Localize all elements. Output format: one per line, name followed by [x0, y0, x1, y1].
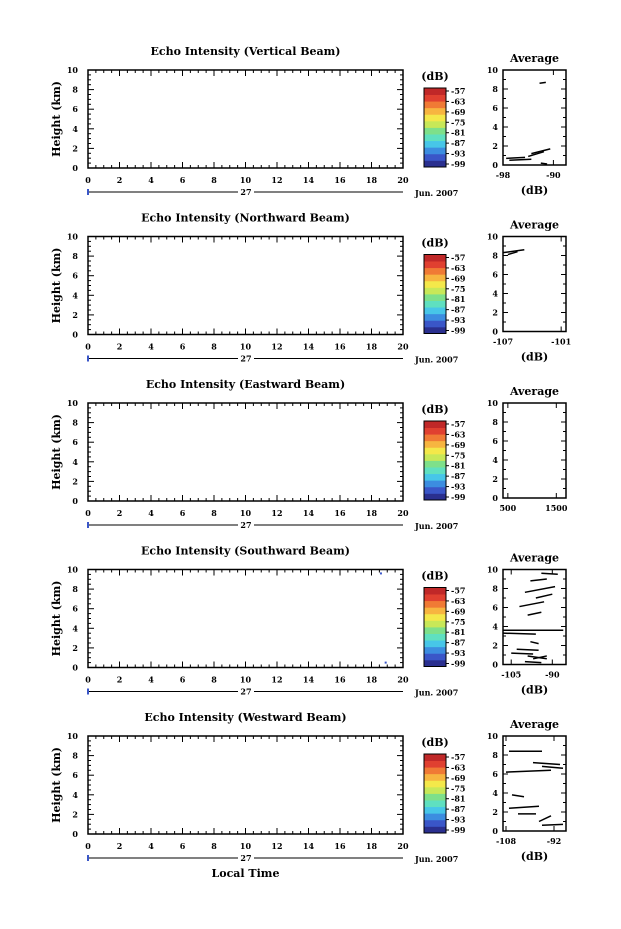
x-tick-label: 6 — [179, 841, 186, 851]
colorbar-swatch — [424, 647, 446, 654]
average-x-tick-label: -98 — [495, 170, 511, 180]
colorbar-tick-label: -57 — [451, 585, 466, 596]
colorbar-tick-label: -57 — [451, 86, 466, 96]
y-tick-label: 4 — [72, 623, 78, 634]
colorbar-tick-label: -99 — [451, 325, 466, 336]
colorbar-tick-label: -75 — [451, 283, 466, 294]
y-tick-label: 0 — [72, 163, 78, 173]
colorbar-swatch — [424, 640, 446, 647]
colorbar-swatch — [424, 108, 446, 115]
colorbar-tick-label: -63 — [451, 762, 466, 773]
colorbar-tick-label: -69 — [451, 772, 466, 783]
day-label: 27 — [240, 353, 252, 364]
x-tick-label: 16 — [334, 175, 346, 185]
x-tick-label: 12 — [271, 341, 283, 352]
average-y-tick-label: 2 — [492, 141, 498, 151]
colorbar-tick-label: -99 — [451, 825, 466, 835]
average-profile-segment — [506, 157, 525, 158]
y-tick-label: 6 — [72, 104, 78, 115]
colorbar-tick-label: -93 — [451, 481, 466, 492]
average-profile-segment — [517, 649, 539, 650]
average-y-tick-label: 10 — [486, 564, 498, 575]
date-label: Jun. 2007 — [415, 854, 459, 864]
y-tick-label: 2 — [72, 143, 78, 154]
colorbar-swatch — [424, 141, 446, 148]
x-tick-label: 2 — [116, 841, 123, 851]
average-y-tick-label: 0 — [492, 160, 498, 170]
colorbar-swatch — [424, 421, 446, 428]
average-title: Average — [509, 551, 560, 565]
colorbar-swatch — [424, 614, 446, 621]
average-title: Average — [509, 385, 560, 398]
colorbar-swatch — [424, 627, 446, 634]
average-y-tick-label: 10 — [486, 231, 498, 242]
colorbar-swatch — [424, 761, 446, 768]
x-tick-label: 0 — [85, 841, 91, 851]
y-tick-label: 2 — [72, 476, 78, 487]
colorbar-swatch — [424, 147, 446, 154]
y-tick-label: 4 — [72, 789, 78, 800]
colorbar-tick-label: -63 — [451, 96, 466, 107]
colorbar-swatch — [424, 787, 446, 794]
colorbar-unit: (dB) — [421, 736, 449, 749]
x-tick-label: 18 — [365, 508, 378, 518]
x-tick-label: 16 — [334, 341, 346, 352]
date-label: Jun. 2007 — [415, 687, 459, 698]
colorbar-tick-label: -81 — [451, 294, 466, 305]
colorbar-swatch — [424, 121, 446, 128]
x-tick-label: 4 — [148, 175, 154, 185]
average-profile-segment — [541, 163, 547, 164]
colorbar-tick-label: -87 — [451, 804, 466, 815]
colorbar-tick-label: -87 — [451, 471, 466, 482]
colorbar-swatch — [424, 588, 446, 595]
colorbar-tick-label: -93 — [451, 648, 466, 659]
average-y-tick-label: 10 — [486, 731, 498, 741]
colorbar-tick-label: -93 — [451, 315, 466, 326]
average-profile-segment — [542, 766, 563, 768]
x-tick-label: 12 — [271, 841, 283, 851]
average-profile-segment — [540, 82, 546, 83]
panel-title: Echo Intensity (Eastward Beam) — [145, 378, 346, 391]
average-y-tick-label: 0 — [492, 826, 498, 836]
x-tick-label: 2 — [116, 341, 123, 352]
y-tick-label: 0 — [72, 662, 78, 673]
x-tick-label: 14 — [302, 674, 315, 685]
date-label: Jun. 2007 — [415, 521, 459, 531]
average-profile-segment — [506, 770, 551, 772]
data-point — [380, 572, 382, 574]
average-x-label: (dB) — [520, 184, 549, 197]
colorbar-swatch — [424, 314, 446, 321]
average-y-tick-label: 10 — [486, 65, 498, 75]
y-axis-label: Height (km) — [50, 580, 63, 657]
average-y-tick-label: 0 — [492, 659, 498, 670]
colorbar-unit: (dB) — [421, 70, 449, 83]
y-tick-label: 8 — [72, 251, 78, 262]
average-profile-segment — [542, 824, 563, 825]
plot-frame — [88, 736, 403, 834]
average-profile-segment — [509, 806, 539, 808]
colorbar-swatch — [424, 301, 446, 308]
colorbar-tick-label: -57 — [451, 419, 466, 429]
y-tick-label: 6 — [72, 270, 78, 281]
average-y-tick-label: 0 — [492, 493, 498, 503]
colorbar-swatch — [424, 607, 446, 614]
colorbar-swatch — [424, 454, 446, 461]
average-title: Average — [509, 52, 560, 65]
colorbar-swatch — [424, 461, 446, 468]
average-frame — [503, 403, 566, 498]
x-tick-label: 4 — [148, 508, 154, 518]
day-label: 27 — [240, 520, 252, 530]
average-x-tick-label: -90 — [546, 170, 561, 180]
y-tick-label: 8 — [72, 584, 78, 595]
panel-title: Echo Intensity (Southward Beam) — [141, 544, 350, 558]
y-tick-label: 6 — [72, 437, 78, 448]
y-tick-label: 2 — [72, 642, 78, 653]
y-tick-label: 8 — [72, 84, 78, 95]
colorbar-tick-label: -81 — [451, 460, 466, 471]
y-tick-label: 4 — [72, 123, 78, 134]
panel-5 — [50, 711, 566, 880]
x-tick-label: 14 — [302, 508, 315, 518]
y-tick-label: 10 — [66, 731, 78, 741]
x-axis-label: Local Time — [211, 867, 280, 880]
colorbar-swatch — [424, 95, 446, 102]
x-tick-label: 10 — [239, 674, 252, 685]
colorbar-swatch — [424, 754, 446, 761]
average-x-label: (dB) — [520, 683, 549, 697]
average-y-tick-label: 4 — [492, 455, 498, 465]
colorbar-swatch — [424, 774, 446, 781]
x-tick-label: 4 — [148, 674, 154, 685]
x-tick-label: 20 — [397, 674, 409, 685]
colorbar-tick-label: -75 — [451, 450, 466, 461]
colorbar-swatch — [424, 88, 446, 95]
colorbar-swatch — [424, 320, 446, 327]
average-x-label: (dB) — [520, 850, 549, 863]
average-y-tick-label: 2 — [492, 474, 498, 484]
y-tick-label: 6 — [72, 770, 78, 781]
average-y-tick-label: 6 — [492, 602, 498, 613]
colorbar-tick-label: -63 — [451, 595, 466, 606]
colorbar-tick-label: -57 — [451, 252, 466, 263]
colorbar-swatch — [424, 287, 446, 294]
average-title: Average — [509, 718, 560, 731]
y-tick-label: 4 — [72, 456, 78, 467]
average-y-tick-label: 4 — [492, 288, 498, 299]
colorbar-tick-label: -81 — [451, 127, 466, 138]
y-tick-label: 10 — [66, 231, 78, 242]
colorbar-tick-label: -63 — [451, 429, 466, 440]
colorbar-tick-label: -69 — [451, 273, 466, 284]
average-profile-segment — [541, 573, 557, 574]
average-y-tick-label: 8 — [492, 250, 498, 261]
x-tick-label: 16 — [334, 841, 346, 851]
x-tick-label: 2 — [116, 175, 123, 185]
x-tick-label: 18 — [365, 674, 378, 685]
colorbar-tick-label: -69 — [451, 606, 466, 617]
colorbar-tick-label: -63 — [451, 262, 466, 273]
colorbar-swatch — [424, 327, 446, 334]
colorbar-tick-label: -99 — [451, 492, 466, 502]
colorbar-swatch — [424, 268, 446, 275]
colorbar-tick-label: -99 — [451, 159, 466, 169]
colorbar-swatch — [424, 807, 446, 814]
x-tick-label: 16 — [334, 508, 346, 518]
x-tick-label: 8 — [211, 175, 217, 185]
colorbar-swatch — [424, 653, 446, 660]
panel-3 — [50, 378, 568, 531]
average-y-tick-label: 8 — [492, 583, 498, 594]
x-tick-label: 0 — [85, 674, 91, 685]
average-profile-segment — [530, 579, 546, 581]
average-x-tick-label: 500 — [499, 503, 517, 513]
colorbar-swatch — [424, 281, 446, 288]
panel-1 — [50, 45, 566, 198]
average-profile-segment — [528, 612, 542, 615]
day-label: 27 — [240, 686, 252, 697]
colorbar-swatch — [424, 620, 446, 627]
y-tick-label: 4 — [72, 290, 78, 301]
colorbar-swatch — [424, 441, 446, 448]
y-tick-label: 2 — [72, 809, 78, 820]
plot-frame — [88, 237, 403, 335]
x-tick-label: 6 — [179, 341, 186, 352]
average-x-tick-label: -108 — [495, 836, 517, 846]
average-y-tick-label: 2 — [492, 640, 498, 651]
x-tick-label: 10 — [239, 841, 252, 851]
colorbar-swatch — [424, 154, 446, 161]
colorbar-swatch — [424, 474, 446, 481]
panel-title: Echo Intensity (Northward Beam) — [141, 211, 350, 225]
average-y-tick-label: 0 — [492, 326, 498, 337]
x-tick-label: 8 — [211, 841, 217, 851]
y-axis-label: Height (km) — [50, 747, 63, 823]
colorbar-swatch — [424, 634, 446, 641]
x-tick-label: 0 — [85, 175, 91, 185]
colorbar-tick-label: -69 — [451, 106, 466, 117]
average-x-tick-label: -92 — [546, 836, 562, 846]
x-tick-label: 18 — [365, 175, 378, 185]
colorbar-swatch — [424, 767, 446, 774]
average-y-tick-label: 4 — [492, 122, 498, 132]
colorbar-tick-label: -87 — [451, 138, 466, 149]
average-y-tick-label: 8 — [492, 417, 498, 427]
colorbar-swatch — [424, 794, 446, 801]
colorbar-swatch — [424, 480, 446, 487]
y-tick-label: 2 — [72, 309, 78, 320]
average-frame — [503, 70, 566, 165]
colorbar-tick-label: -99 — [451, 658, 466, 669]
x-tick-label: 2 — [116, 674, 123, 685]
y-axis-label: Height (km) — [50, 247, 63, 324]
colorbar-tick-label: -75 — [451, 117, 466, 128]
x-tick-label: 14 — [302, 841, 315, 851]
colorbar-swatch — [424, 255, 446, 262]
panel-4 — [50, 545, 566, 698]
y-tick-label: 0 — [72, 496, 78, 506]
average-y-tick-label: 6 — [492, 269, 498, 280]
average-y-tick-label: 6 — [492, 436, 498, 446]
x-tick-label: 18 — [365, 841, 378, 851]
y-tick-label: 8 — [72, 750, 78, 761]
colorbar-tick-label: -75 — [451, 783, 466, 794]
average-y-tick-label: 6 — [492, 769, 498, 779]
colorbar-swatch — [424, 780, 446, 787]
average-y-tick-label: 8 — [492, 84, 498, 94]
plot-frame — [88, 570, 403, 668]
y-axis-label: Height (km) — [50, 414, 63, 490]
x-tick-label: 8 — [211, 341, 217, 352]
y-tick-label: 10 — [66, 398, 78, 408]
colorbar-swatch — [424, 307, 446, 314]
plot-frame — [88, 70, 403, 168]
average-x-tick-label: -107 — [492, 336, 514, 347]
x-tick-label: 0 — [85, 508, 91, 518]
x-tick-label: 12 — [271, 674, 283, 685]
x-tick-label: 20 — [397, 341, 409, 352]
x-tick-label: 4 — [148, 841, 154, 851]
date-label: Jun. 2007 — [415, 188, 459, 198]
colorbar-swatch — [424, 826, 446, 833]
average-profile-segment — [539, 816, 551, 822]
x-tick-label: 0 — [85, 341, 91, 352]
day-label: 27 — [240, 853, 252, 863]
average-x-tick-label: -105 — [501, 669, 522, 680]
x-tick-label: 10 — [239, 508, 252, 518]
y-tick-label: 8 — [72, 417, 78, 428]
average-profile-segment — [536, 594, 552, 598]
average-y-tick-label: 2 — [492, 307, 498, 318]
panel-title: Echo Intensity (Westward Beam) — [144, 711, 347, 724]
x-tick-label: 6 — [179, 674, 186, 685]
average-title: Average — [509, 218, 560, 232]
colorbar-swatch — [424, 447, 446, 454]
colorbar-unit: (dB) — [421, 569, 449, 583]
average-x-label: (dB) — [520, 350, 549, 364]
x-tick-label: 16 — [334, 674, 346, 685]
colorbar-tick-label: -57 — [451, 752, 466, 762]
average-frame — [503, 736, 566, 831]
colorbar-tick-label: -87 — [451, 637, 466, 648]
x-tick-label: 8 — [211, 508, 217, 518]
average-profile-segment — [509, 159, 531, 160]
colorbar-swatch — [424, 160, 446, 167]
data-point — [385, 662, 387, 664]
average-y-tick-label: 4 — [492, 788, 498, 798]
colorbar-swatch — [424, 128, 446, 135]
average-y-tick-label: 2 — [492, 807, 498, 817]
average-y-tick-label: 6 — [492, 103, 498, 113]
average-y-tick-label: 4 — [492, 621, 498, 632]
colorbar-tick-label: -75 — [451, 616, 466, 627]
average-profile-segment — [525, 587, 555, 593]
y-tick-label: 0 — [72, 329, 78, 340]
average-profile-segment — [512, 795, 524, 797]
average-profile-segment — [503, 633, 536, 634]
panel-2 — [50, 212, 571, 365]
x-tick-label: 6 — [179, 508, 186, 518]
colorbar-swatch — [424, 274, 446, 281]
colorbar-swatch — [424, 487, 446, 494]
y-tick-label: 10 — [66, 65, 78, 75]
average-y-tick-label: 10 — [486, 398, 498, 408]
colorbar-tick-label: -93 — [451, 814, 466, 825]
colorbar-swatch — [424, 114, 446, 121]
panel-title: Echo Intensity (Vertical Beam) — [150, 45, 341, 58]
colorbar-swatch — [424, 101, 446, 108]
x-tick-label: 20 — [397, 841, 409, 851]
colorbar-tick-label: -81 — [451, 793, 466, 804]
y-tick-label: 6 — [72, 603, 78, 614]
y-axis-label: Height (km) — [50, 81, 63, 157]
date-label: Jun. 2007 — [415, 354, 459, 365]
average-profile-segment — [519, 602, 544, 607]
x-tick-label: 8 — [211, 674, 217, 685]
colorbar-swatch — [424, 261, 446, 268]
x-tick-label: 18 — [365, 341, 378, 352]
average-x-tick-label: -90 — [545, 669, 560, 680]
average-y-tick-label: 8 — [492, 750, 498, 760]
colorbar-swatch — [424, 660, 446, 667]
colorbar-tick-label: -87 — [451, 304, 466, 315]
x-tick-label: 10 — [239, 175, 252, 185]
colorbar-swatch — [424, 820, 446, 827]
x-tick-label: 20 — [397, 508, 409, 518]
average-profile-segment — [525, 662, 541, 663]
x-tick-label: 10 — [239, 341, 252, 352]
colorbar-unit: (dB) — [421, 403, 449, 416]
x-tick-label: 14 — [302, 175, 315, 185]
x-tick-label: 2 — [116, 508, 123, 518]
colorbar-swatch — [424, 134, 446, 141]
x-tick-label: 6 — [179, 175, 186, 185]
average-profile-segment — [530, 642, 538, 644]
colorbar-swatch — [424, 800, 446, 807]
colorbar-swatch — [424, 601, 446, 608]
colorbar-unit: (dB) — [421, 236, 449, 250]
average-profile-segment — [533, 763, 560, 765]
colorbar-swatch — [424, 294, 446, 301]
day-label: 27 — [240, 187, 252, 197]
colorbar-tick-label: -93 — [451, 148, 466, 159]
x-tick-label: 20 — [397, 175, 409, 185]
average-x-tick-label: -101 — [551, 336, 572, 347]
colorbar-swatch — [424, 434, 446, 441]
y-tick-label: 10 — [66, 564, 78, 575]
colorbar-tick-label: -81 — [451, 627, 466, 638]
x-tick-label: 4 — [148, 341, 154, 352]
colorbar-swatch — [424, 594, 446, 601]
average-profile-segment — [511, 653, 533, 654]
x-tick-label: 12 — [271, 508, 283, 518]
x-tick-label: 12 — [271, 175, 283, 185]
colorbar-swatch — [424, 813, 446, 820]
average-x-tick-label: 1500 — [545, 503, 568, 513]
colorbar-swatch — [424, 428, 446, 435]
colorbar-swatch — [424, 467, 446, 474]
colorbar-tick-label: -69 — [451, 439, 466, 450]
colorbar-swatch — [424, 493, 446, 500]
plot-frame — [88, 403, 403, 501]
y-tick-label: 0 — [72, 829, 78, 839]
x-tick-label: 14 — [302, 341, 315, 352]
